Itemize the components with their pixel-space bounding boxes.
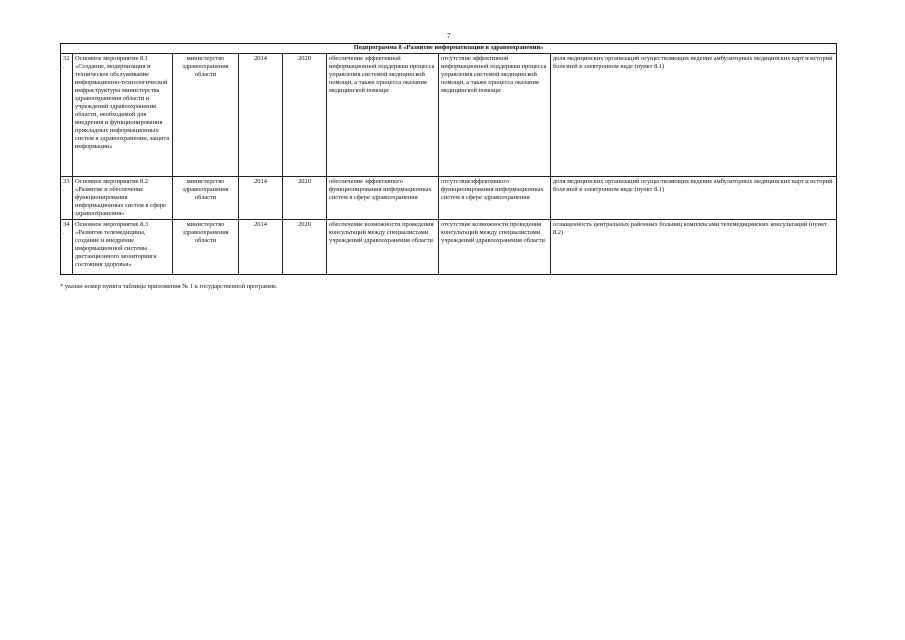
table-row	[61, 220, 837, 275]
end-year: 2020	[283, 177, 327, 220]
expected-result: обеспечение возможности проведения консультаций между специалистами учреждений здравоохранения области	[327, 220, 439, 275]
non-implementation-consequences: отсутствиеэффективного функционирования информационных систем в сфере здравоохранения	[439, 177, 551, 220]
event-name: Основное мероприятие 8.2 «Развитие и обеспечение функционирования информационных систем в сфере здравоохранения»	[73, 177, 173, 220]
indicator-link: доля медицинских организаций осуществляющих ведение амбулаторных медицинских карт и историй болезней в электронном виде (пункт 8.1)	[551, 54, 837, 177]
expected-result: обеспечение эффективного функционирования информационных систем в сфере здравоохранения	[327, 177, 439, 220]
start-year: 2014	[239, 220, 283, 275]
row-number: 32.	[61, 54, 73, 177]
non-implementation-consequences: отсутствие эффективной информационной поддержки процесса управления системой медицинской помощи, а также процесса оказания медицинской помощи	[439, 54, 551, 177]
executor: министерство здравоохранения области	[173, 177, 239, 220]
table-row	[61, 177, 837, 220]
event-name: Основное мероприятие 8.3 «Развитие телемедицины, создание и внедрение информационной системы дистанционного мониторинга состояния здоровья»	[73, 220, 173, 275]
indicator-link: оснащенность центральных районных больниц комплексами телемедицинских консультаций (пункт 8.2)	[551, 220, 837, 275]
page-number: 7	[447, 32, 451, 40]
end-year: 2020	[283, 220, 327, 275]
row-number: 33.	[61, 177, 73, 220]
subprogram-table	[60, 43, 837, 275]
expected-result: обеспечение эффективной информационной поддержки процесса управления системой медицинской помощи, а также процесса оказания медицинской помощи	[327, 54, 439, 177]
subprogram-header-row	[61, 44, 837, 54]
end-year: 2020	[283, 54, 327, 177]
start-year: 2014	[239, 54, 283, 177]
row-number: 34.	[61, 220, 73, 275]
subprogram-title: Подпрограмма 8 «Развитие информатизации в здравоохранении»	[61, 44, 837, 54]
event-name: Основное мероприятие 8.1 «Создание, модернизация и техническое обслуживание информационно-технологической инфраструктуры министерства здравоохранения области и учреждений здравоохранения области, необходимой для внедрения и функционирования прикладных информационных систем в здравоохранении, защита информации»	[73, 54, 173, 177]
non-implementation-consequences: отсутствие возможности проведения консультаций между специалистами учреждений здравоохранения области	[439, 220, 551, 275]
executor: министерство здравоохранения области	[173, 220, 239, 275]
start-year: 2014	[239, 177, 283, 220]
footnote: * указан номер пункта таблицы приложения № 1 к государственной программе.	[60, 283, 278, 290]
indicator-link: доля медицинских организаций осуществляющих ведение амбулаторных медицинских карт и историй болезней в электронном виде (пункт 8.1)	[551, 177, 837, 220]
executor: министерство здравоохранения области	[173, 54, 239, 177]
table-row	[61, 54, 837, 177]
